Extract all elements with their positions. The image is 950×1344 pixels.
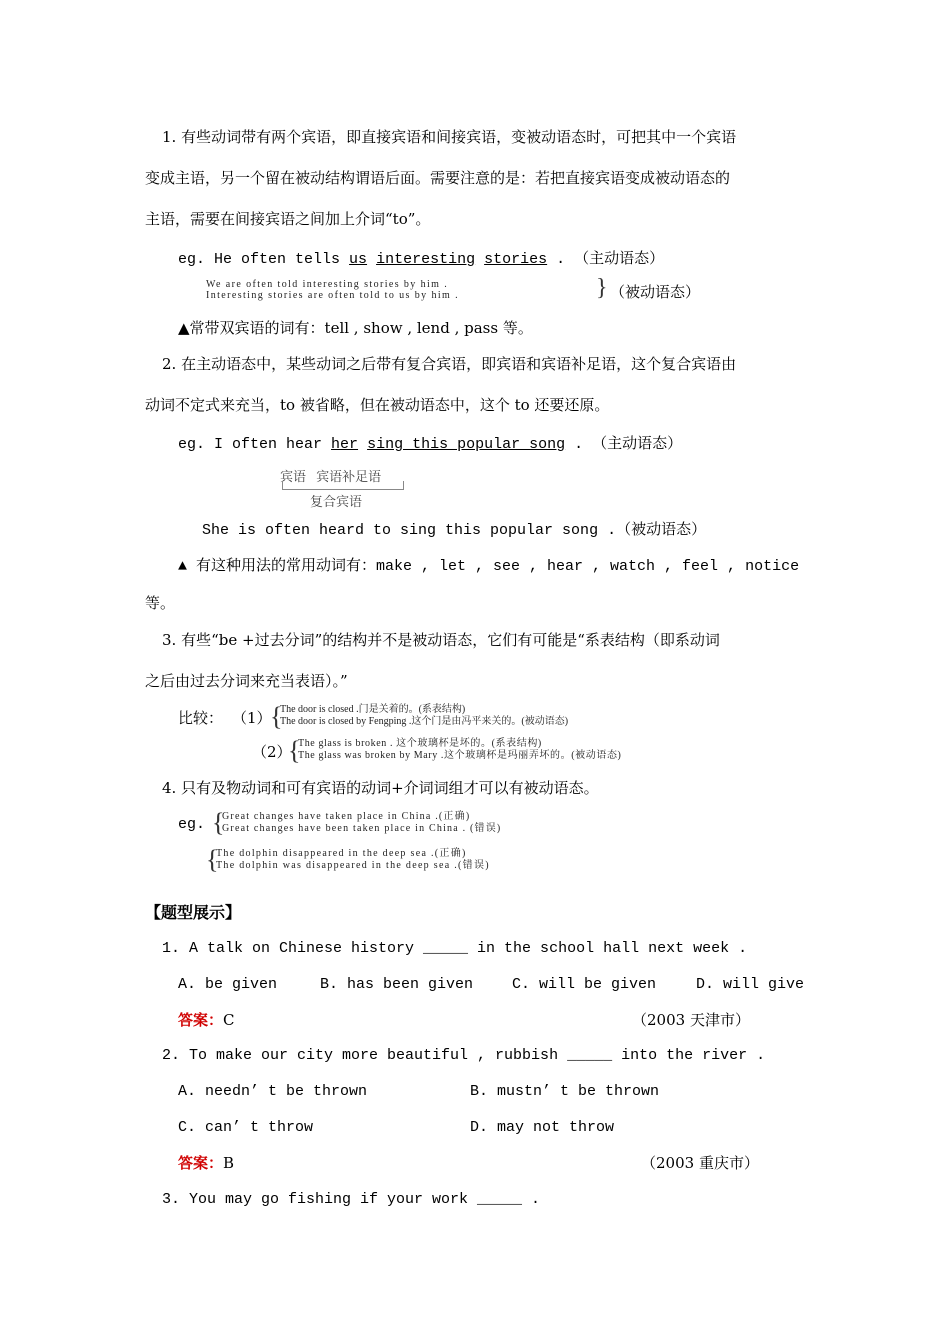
compare-number-2: （2） [252,743,292,761]
compound-object-label: 复合宾语 [310,495,363,510]
example-1-us: us [349,251,368,268]
example-2-suffix: . [565,436,584,453]
example-1-prefix: eg. He often tells [178,251,350,268]
question-1-source: （2003 天津市） [632,1011,750,1029]
paragraph-4: 4. 只有及物动词和可有宾语的动词+介词词组才可以有被动语态。 [162,779,599,797]
example-1-interesting: interesting [376,251,476,268]
question-1-option-d: D. will give [696,976,805,993]
example-2-complement: sing this popular song [367,436,566,453]
example-4a-correct: Great changes have taken place in China .(正确) [222,811,471,822]
compare-number-1: （1） [232,709,272,727]
question-2-option-c: C. can’ t throw [178,1119,314,1136]
example-4b-block [216,848,490,872]
object-label: 宾语 [280,470,307,485]
note-double-object-verbs: ▲常带双宾语的词有：tell , show , lend , pass 等。 [178,319,533,337]
paragraph-3-line-2: 之后由过去分词来充当表语）。” [145,672,348,690]
answer-label: 答案： [178,1011,224,1029]
question-2-option-b: B. mustn’ t be thrown [470,1083,660,1100]
paragraph-3-line-1: 3. 有些“be +过去分词”的结构并不是被动语态，它们有可能是“系表结构（即系动词 [162,631,720,649]
question-1-option-b: B. has been given [320,976,474,993]
paragraph-2-line-2: 动词不定式来充当，to 被省略，但在被动语态中，这个 to 还要还原。 [145,396,610,414]
paragraph-1-line-1: 1. 有些动词带有两个宾语，即直接宾语和间接宾语，变被动语态时，可把其中一个宾语 [162,128,737,146]
example-2-active [178,432,682,453]
compare-1-block [280,704,568,728]
question-2-source: （2003 重庆市） [641,1154,759,1172]
example-1-suffix: . [547,251,566,268]
note-complex-object-verbs-end: 等。 [145,594,176,612]
paragraph-1-line-3: 主语，需要在间接宾语之间加上介词“to”。 [145,210,431,228]
compare-1-passive: The door is closed by Fengping .这个门是由冯平来关的。(被动语态) [280,716,569,727]
answer-label: 答案： [178,1154,224,1172]
example-1-active [178,247,664,268]
question-1-stem: 1. A talk on Chinese history _____ in the school hall next week . [162,940,748,957]
complement-label: 宾语补足语 [316,470,382,485]
compound-object-bracket [282,481,404,490]
question-2-option-a: A. needn’ t be thrown [178,1083,368,1100]
brace-icon: } [596,275,608,301]
question-2-option-d: D. may not throw [470,1119,615,1136]
paragraph-1-line-2: 变成主语，另一个留在被动结构谓语后面。需要注意的是：若把直接宾语变成被动语态的 [145,169,731,187]
example-1-passive-note: （被动语态） [610,283,701,301]
example-1-passive-1: We are often told interesting stories by him . [206,279,449,290]
question-1-option-a: A. be given [178,976,278,993]
question-1-option-c: C. will be given [512,976,657,993]
question-2-stem: 2. To make our city more beautiful , rubbish _____ into the river . [162,1047,766,1064]
note-complex-object-verbs-text: ▲ 有这种用法的常用动词有：make , let , see , hear , watch , feel , notice [178,558,800,575]
example-2-prefix: eg. I often hear [178,436,332,453]
compare-2-copula: The glass is broken . 这个玻璃杯是坏的。(系表结构) [298,738,542,749]
example-2-note: （主动语态） [592,434,683,452]
example-1-passive-2: Interesting stories are often told to us by him . [206,290,460,301]
section-title: 【题型展示】 [145,903,242,922]
example-1-note: （主动语态） [574,249,665,267]
answer-value: B [223,1154,235,1172]
note-complex-object-verbs [178,554,799,575]
question-2-answer [178,1152,234,1174]
example-4-eg: eg. [178,816,206,833]
example-4b-correct: The dolphin disappeared in the deep sea .(正确) [216,848,467,859]
example-1-stories: stories [484,251,548,268]
example-2-passive: She is often heard to sing this popular song .（被动语态） [202,522,707,539]
compare-label: 比较： [178,709,224,727]
brace-icon: { [206,845,219,874]
example-4b-wrong: The dolphin was disappeared in the deep sea .(错误) [216,860,490,871]
compare-2-passive: The glass was broken by Mary .这个玻璃杯是玛丽弄坏的。(被动语态) [298,750,622,761]
example-1-passive-block [206,279,459,301]
example-4a-block [222,811,501,835]
example-4a-wrong: Great changes have been taken place in China . (错误) [222,823,502,834]
brace-icon: { [288,736,301,765]
brace-icon: { [212,808,225,837]
paragraph-2-line-1: 2. 在主动语态中，某些动词之后带有复合宾语，即宾语和宾语补足语，这个复合宾语由 [162,355,737,373]
question-3-stem: 3. You may go fishing if your work _____ . [162,1191,541,1208]
question-1-answer [178,1009,235,1031]
example-2-object: her [331,436,359,453]
compare-2-block [298,738,622,762]
compare-1-copula: The door is closed .门是关着的。(系表结构) [280,704,466,715]
answer-value: C [223,1011,235,1029]
brace-icon: { [270,702,283,731]
